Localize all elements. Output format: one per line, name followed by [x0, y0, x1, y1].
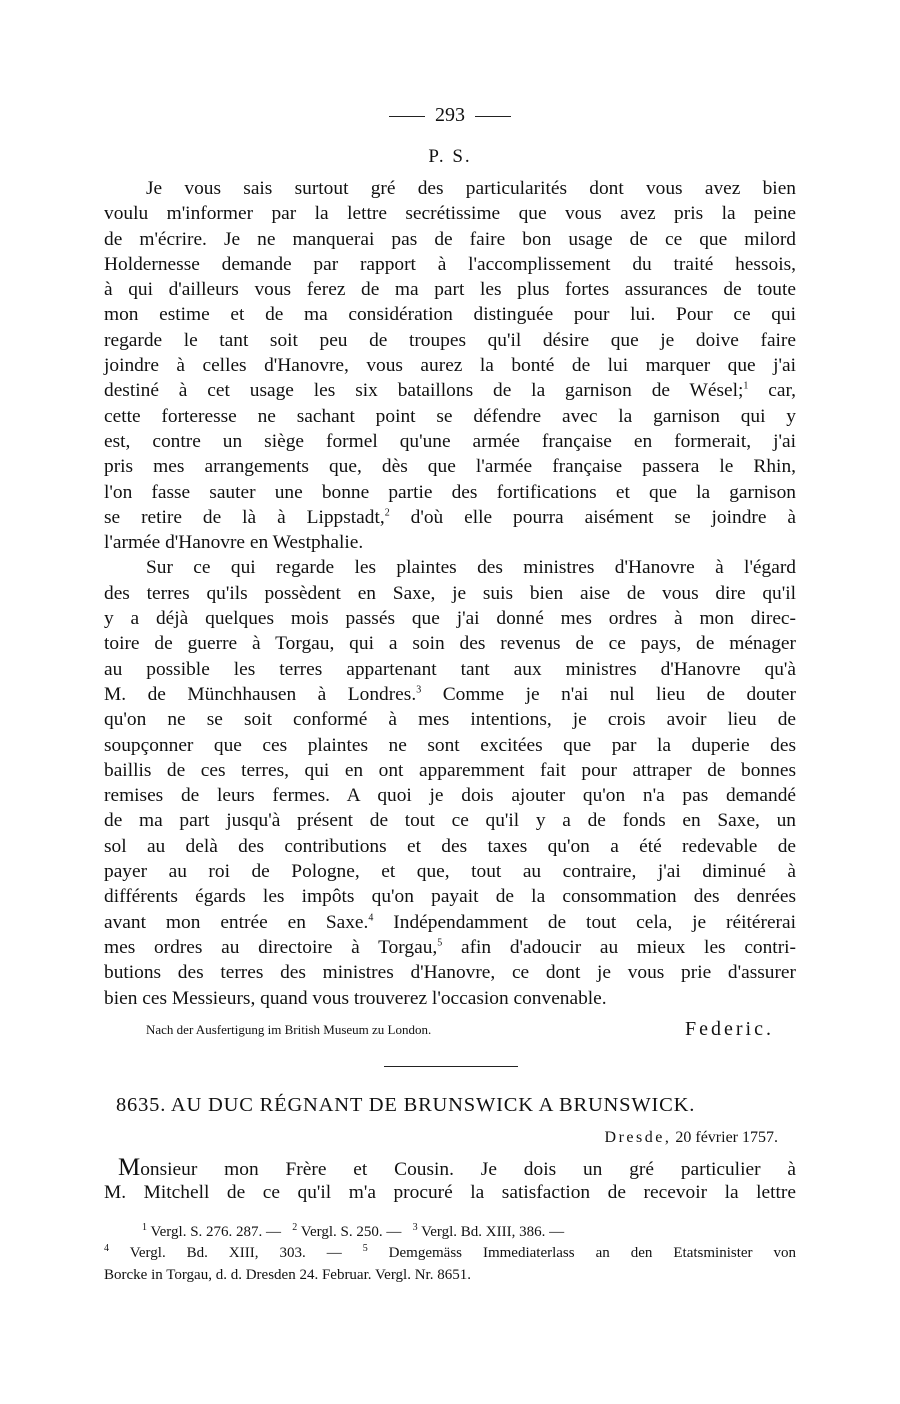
text-line: qu'on ne se soit conformé à mes intentions, je crois avoir lieu de	[104, 709, 796, 731]
footnote-ref-2[interactable]: 2	[384, 507, 390, 519]
text-line: au possible les terres appartenant tant aux ministres d'Hanovre qu'à	[104, 658, 796, 680]
text-segment: onsieur mon Frère et Cousin. Je dois un gré particulier à	[140, 1159, 796, 1180]
footnote-mark-2: 2	[292, 1222, 298, 1233]
text-segment: avant mon entrée en Saxe.	[104, 911, 369, 933]
text-line: mon estime et de ma considération distinguée pour lui. Pour ce qui	[104, 304, 796, 326]
footnote-mark-5: 5	[362, 1243, 368, 1255]
text-line: regarde le tant soit peu de troupes qu'il désire que je doive faire	[104, 329, 796, 351]
text-line: différents égards les impôts qu'on payait de la consommation des denrées	[104, 886, 796, 908]
text-segment: car,	[748, 380, 796, 402]
text-line: M. Mitchell de ce qu'il m'a procuré la satisfaction de recevoir la lettre	[104, 1182, 796, 1204]
text-segment: destiné à cet usage les six bataillons de la garnison de Wésel;	[104, 380, 744, 402]
text-line: est, contre un siège formel qu'une armée française en formerait, j'ai	[104, 430, 796, 452]
footnote-ref-1[interactable]: 1	[743, 380, 749, 392]
date-place: Dresde,	[604, 1129, 672, 1146]
text-segment: se retire de là à Lippstadt,	[104, 506, 385, 528]
letter-dateline	[605, 1129, 778, 1147]
text-line: à qui d'ailleurs vous ferez de ma part les plus fortes assurances de toute	[104, 279, 796, 301]
text-line: bien ces Messieurs, quand vous trouverez l'occasion convenable.	[104, 987, 607, 1009]
footnote-mark-4: 4	[104, 1243, 109, 1255]
postscript-body	[104, 176, 796, 1011]
text-line: Je vous sais surtout gré des particularités dont vous avez bien	[146, 178, 796, 199]
text-line: sol au delà des contributions et des taxes qu'on a été redevable de	[104, 835, 796, 857]
text-line: pris mes arrangements que, dès que l'armée française passera le Rhin,	[104, 456, 796, 478]
text-line: l'armée d'Hanovre en Westphalie.	[104, 532, 364, 554]
text-line: toire de guerre à Torgau, qui a soin des revenus de ce pays, de ménager	[104, 633, 796, 655]
footnote-5: Demgemäss Immediaterlass an den Etatsminister von	[388, 1245, 797, 1262]
text-line: voulu m'informer par la lettre secrétissime que vous avez pris la peine	[104, 203, 796, 225]
text-line	[104, 910, 796, 935]
footnote-3: Vergl. Bd. XIII, 386. —	[421, 1224, 565, 1240]
page-number-text: 293	[435, 104, 465, 126]
footnote-mark-1: 1	[142, 1222, 147, 1233]
page-number-left-dash	[389, 116, 425, 117]
text-line: butions des terres des ministres d'Hanovre, ce dont je vous prie d'assurer	[104, 962, 796, 984]
text-line	[104, 682, 796, 707]
date-text: 20 février 1757.	[675, 1129, 778, 1146]
text-segment: Indépendamment de tout cela, je réitérerai	[373, 911, 797, 933]
footnote-1: Vergl. S. 276. 287. —	[150, 1224, 282, 1240]
footnote-mark-3: 3	[412, 1222, 418, 1233]
letter-heading: 8635. AU DUC RÉGNANT DE BRUNSWICK A BRUNSWICK.	[116, 1094, 696, 1116]
footnote-line: Borcke in Torgau, d. d. Dresden 24. Februar. Vergl. Nr. 8651.	[104, 1266, 471, 1283]
text-segment: M. de Münchhausen à Londres.	[104, 683, 417, 705]
text-line: Holdernesse demande par rapport à l'accomplissement du traité hessois,	[104, 253, 796, 275]
footnote-line	[104, 1243, 796, 1264]
text-line: cette forteresse ne sachant point se défendre avec la garnison qui y	[104, 405, 796, 427]
source-note: Nach der Ausfertigung im British Museum zu London.	[146, 1022, 432, 1037]
footnotes	[104, 1222, 796, 1286]
text-line	[104, 378, 796, 403]
footnote-ref-5[interactable]: 5	[437, 937, 443, 949]
footnote-2: Vergl. S. 250. —	[300, 1224, 402, 1240]
text-segment: afin d'adoucir au mieux les contri-	[442, 936, 797, 958]
postscript-heading: P. S.	[428, 146, 472, 167]
text-segment: Comme je n'ai nul lieu de douter	[421, 683, 796, 705]
text-line	[104, 935, 796, 960]
text-line: l'on fasse sauter une bonne partie des fortifications et que la garnison	[104, 481, 796, 503]
text-line: des terres qu'ils possèdent en Saxe, je suis bien aise de vous dire qu'il	[104, 582, 796, 604]
text-line: joindre à celles d'Hanovre, vous aurez la bonté de lui marquer que j'ai	[104, 355, 796, 377]
text-line: de m'écrire. Je ne manquerai pas de faire bon usage de ce que milord	[104, 228, 796, 250]
text-segment: mes ordres au directoire à Torgau,	[104, 936, 438, 958]
text-line	[104, 505, 796, 530]
page-number	[0, 104, 900, 127]
text-line	[104, 1155, 796, 1180]
letter-body	[104, 1155, 796, 1206]
text-line: soupçonner que ces plaintes ne sont excitées que par la duperie des	[104, 734, 796, 756]
footnote-4: Vergl. Bd. XIII, 303. —	[129, 1245, 342, 1262]
text-line: payer au roi de Pologne, et que, tout au contraire, j'ai diminué à	[104, 861, 796, 883]
footnote-ref-4[interactable]: 4	[368, 912, 374, 924]
initial-letter: M	[118, 1154, 141, 1181]
text-line: remises de leurs fermes. A quoi je dois ajouter qu'on n'a pas demandé	[104, 785, 796, 807]
text-segment: d'où elle pourra aisément se joindre à	[389, 506, 796, 528]
footnote-ref-3[interactable]: 3	[416, 684, 422, 696]
text-line: baillis de ces terres, qui en ont apparemment fait pour attraper de bonnes	[104, 759, 796, 781]
text-line: Sur ce qui regarde les plaintes des ministres d'Hanovre à l'égard	[146, 557, 796, 579]
signature: Federic.	[685, 1018, 774, 1040]
text-line: y a déjà quelques mois passés que j'ai donné mes ordres à mon direc-	[104, 608, 796, 630]
source-signature-row	[146, 1018, 774, 1046]
footnote-line	[104, 1222, 796, 1243]
text-line: de ma part jusqu'à présent de tout ce qu'il y a de fonds en Saxe, un	[104, 810, 796, 832]
page-number-right-dash	[475, 116, 511, 117]
section-divider	[384, 1066, 518, 1067]
